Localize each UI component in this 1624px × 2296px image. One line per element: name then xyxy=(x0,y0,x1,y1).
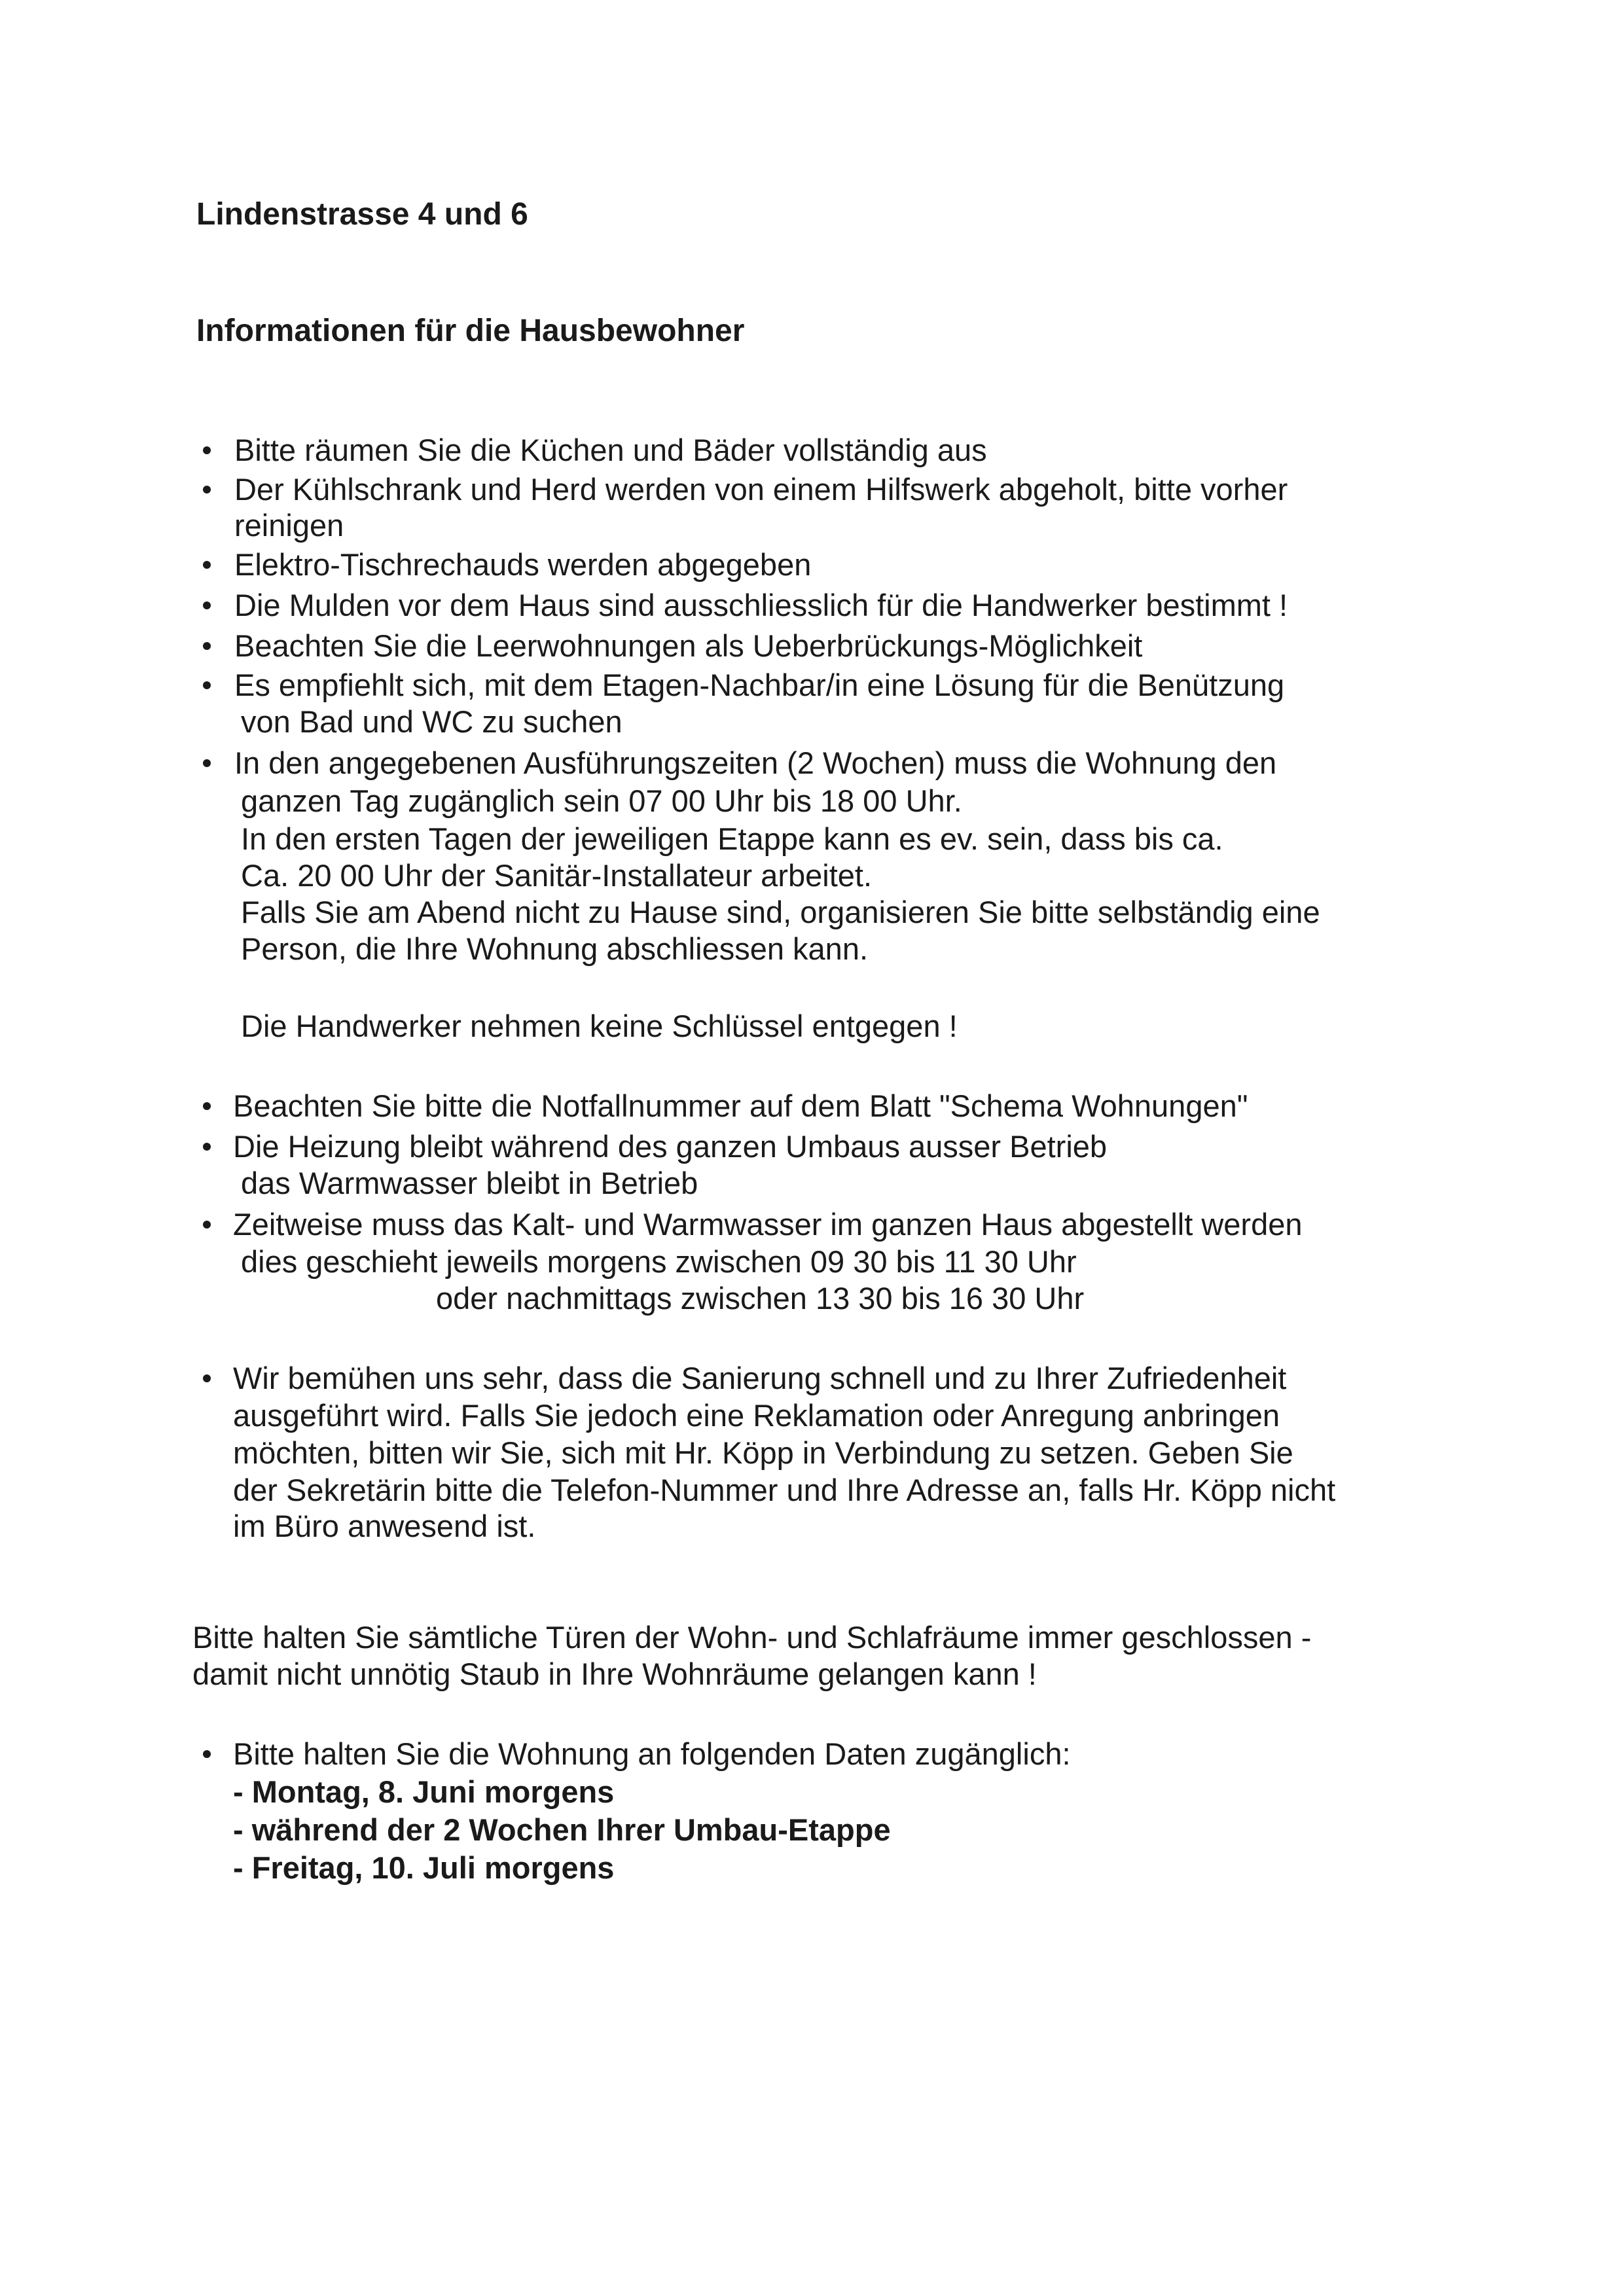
bullet xyxy=(203,759,211,767)
bullet xyxy=(203,642,211,650)
bullet xyxy=(203,1221,211,1229)
reclamation-line: der Sekretärin bitte die Telefon-Nummer und Ihre Adresse an, falls Hr. Köpp nicht xyxy=(233,1473,1336,1507)
doors-note-line: damit nicht unnötig Staub in Ihre Wohnräume gelangen kann ! xyxy=(192,1657,1037,1691)
list-item: Elektro-Tischrechauds werden abgegeben xyxy=(234,547,812,582)
access-date: - während der 2 Wochen Ihrer Umbau-Etappe xyxy=(233,1812,891,1847)
keys-note: Die Handwerker nehmen keine Schlüssel entgegen ! xyxy=(241,1009,958,1043)
list-item: Der Kühlschrank und Herd werden von einem Hilfswerk abgeholt, bitte vorher xyxy=(234,472,1288,507)
list-item: Bitte räumen Sie die Küchen und Bäder vollständig aus xyxy=(234,433,987,467)
reclamation-line: im Büro anwesend ist. xyxy=(233,1509,536,1543)
access-date: - Montag, 8. Juni morgens xyxy=(233,1774,615,1809)
list-item: Beachten Sie bitte die Notfallnummer auf dem Blatt "Schema Wohnungen" xyxy=(233,1088,1248,1123)
bullet xyxy=(203,1374,211,1382)
bullet xyxy=(203,601,211,609)
list-item: Zeitweise muss das Kalt- und Warmwasser im ganzen Haus abgestellt werden xyxy=(233,1207,1303,1242)
bullet xyxy=(203,1102,211,1110)
document-address: Lindenstrasse 4 und 6 xyxy=(196,197,528,232)
document-title: Informationen für die Hausbewohner xyxy=(196,314,745,348)
bullet xyxy=(203,446,211,454)
access-intro: Bitte halten Sie die Wohnung an folgenden Daten zugänglich: xyxy=(233,1736,1071,1771)
bullet xyxy=(203,1750,211,1758)
list-item-continuation: von Bad und WC zu suchen xyxy=(241,704,623,739)
bullet xyxy=(203,561,211,569)
list-item-continuation: ganzen Tag zugänglich sein 07 00 Uhr bis 18 00 Uhr. xyxy=(241,783,962,818)
list-item-continuation: dies geschieht jeweils morgens zwischen 09 30 bis 11 30 Uhr xyxy=(241,1244,1077,1279)
list-item-continuation: Person, die Ihre Wohnung abschliessen kann. xyxy=(241,931,869,966)
bullet xyxy=(203,486,211,493)
list-item-continuation: Falls Sie am Abend nicht zu Hause sind, organisieren Sie bitte selbständig eine xyxy=(241,895,1320,929)
list-item-continuation: reinigen xyxy=(234,508,344,543)
list-item-continuation: Ca. 20 00 Uhr der Sanitär-Installateur arbeitet. xyxy=(241,858,873,893)
list-item: Es empfiehlt sich, mit dem Etagen-Nachbar/in eine Lösung für die Benützung xyxy=(234,668,1285,702)
list-item: In den angegebenen Ausführungszeiten (2 Wochen) muss die Wohnung den xyxy=(234,745,1277,780)
list-item-continuation: oder nachmittags zwischen 13 30 bis 16 30 Uhr xyxy=(436,1281,1085,1316)
list-item: Die Heizung bleibt während des ganzen Umbaus ausser Betrieb xyxy=(233,1129,1108,1164)
doors-note-line: Bitte halten Sie sämtliche Türen der Wohn- und Schlafräume immer geschlossen - xyxy=(192,1620,1312,1655)
list-item: Die Mulden vor dem Haus sind ausschliesslich für die Handwerker bestimmt ! xyxy=(234,588,1288,622)
bullet xyxy=(203,1143,211,1151)
list-item-continuation: In den ersten Tagen der jeweiligen Etappe kann es ev. sein, dass bis ca. xyxy=(241,821,1223,856)
reclamation-line: Wir bemühen uns sehr, dass die Sanierung schnell und zu Ihrer Zufriedenheit xyxy=(233,1361,1287,1395)
access-date: - Freitag, 10. Juli morgens xyxy=(233,1850,615,1885)
bullet xyxy=(203,681,211,689)
list-item: Beachten Sie die Leerwohnungen als Ueberbrückungs-Möglichkeit xyxy=(234,628,1143,663)
list-item-continuation: das Warmwasser bleibt in Betrieb xyxy=(241,1166,698,1200)
reclamation-line: ausgeführt wird. Falls Sie jedoch eine Reklamation oder Anregung anbringen xyxy=(233,1398,1280,1433)
reclamation-line: möchten, bitten wir Sie, sich mit Hr. Köpp in Verbindung zu setzen. Geben Sie xyxy=(233,1435,1293,1470)
